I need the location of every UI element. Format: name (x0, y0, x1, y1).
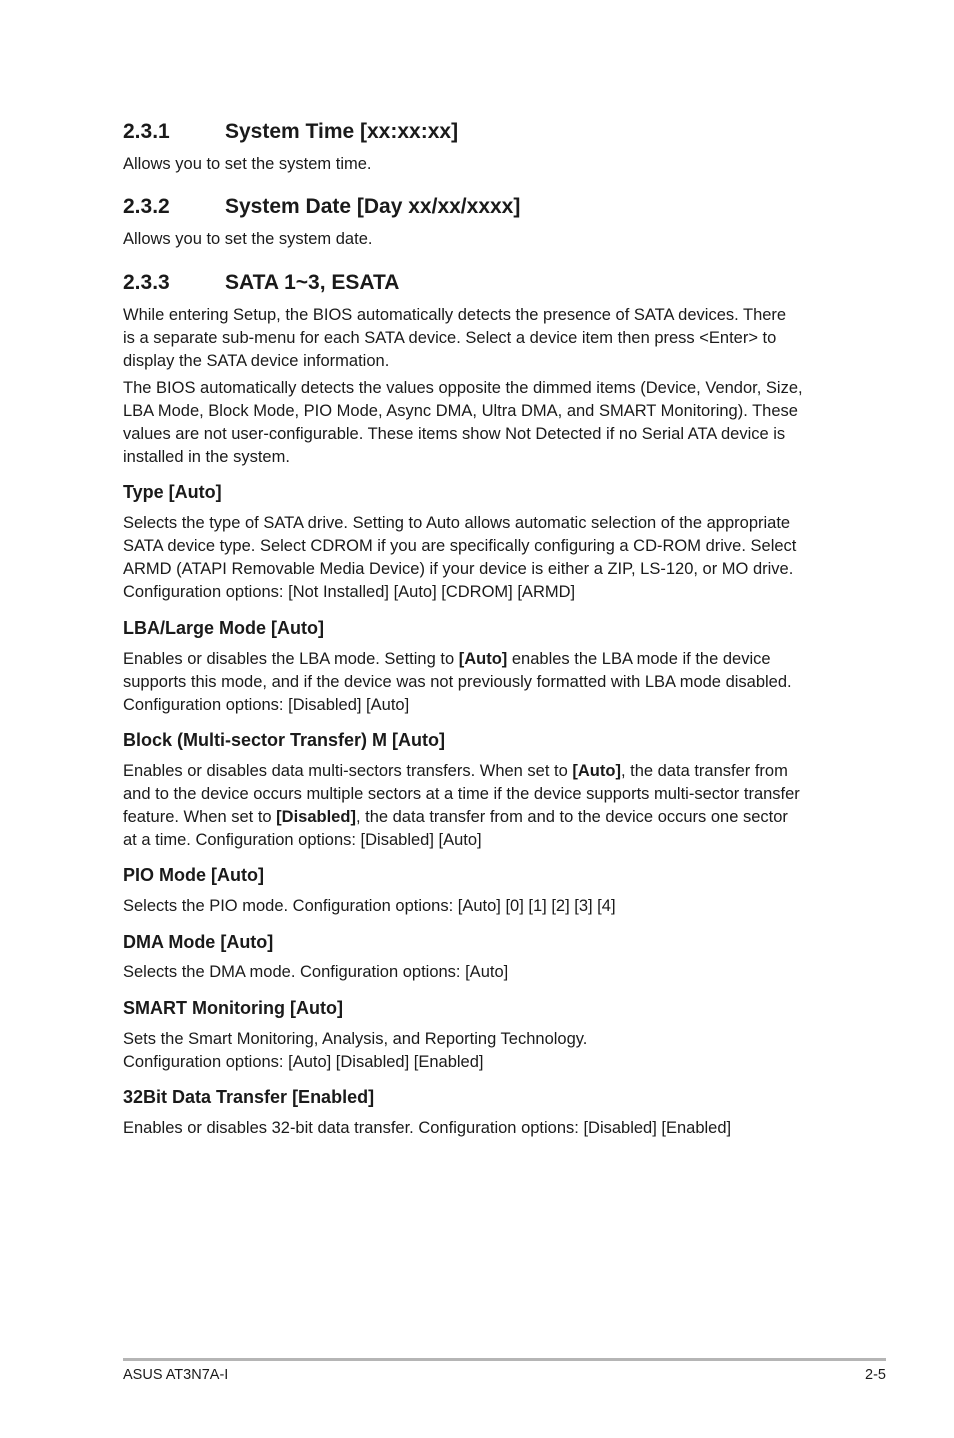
text-line (123, 648, 843, 671)
section-heading-sata (123, 271, 399, 295)
section-title: System Time [xx:xx:xx] (225, 120, 459, 143)
item-heading-pio-mode: PIO Mode [Auto] (123, 865, 264, 885)
text-line: SATA device type. Select CDROM if you are specifically configuring a CD-ROM drive. Select (123, 537, 797, 555)
footer-product-name: ASUS AT3N7A-I (123, 1367, 229, 1383)
text-line: Selects the DMA mode. Configuration options: [Auto] (123, 963, 509, 981)
item-heading-smart-monitoring: SMART Monitoring [Auto] (123, 998, 343, 1018)
text-line: Selects the PIO mode. Configuration options: [Auto] [0] [1] [2] [3] [4] (123, 897, 616, 915)
text-line: is a separate sub-menu for each SATA device. Select a device item then press <Enter> to (123, 329, 777, 347)
bold-option: [Disabled] (276, 808, 356, 826)
section-number: 2.3.2 (123, 195, 170, 218)
section-number: 2.3.1 (123, 120, 170, 143)
text-line: Sets the Smart Monitoring, Analysis, and Reporting Technology. (123, 1030, 588, 1048)
text-line: The BIOS automatically detects the values opposite the dimmed items (Device, Vendor, Size, (123, 379, 803, 397)
footer-page-number: 2-5 (865, 1367, 886, 1383)
text-line: Configuration options: [Not Installed] [Auto] [CDROM] [ARMD] (123, 583, 576, 601)
item-heading-dma-mode: DMA Mode [Auto] (123, 932, 274, 952)
text-run: , the data transfer from (620, 762, 788, 780)
text-line: Enables or disables 32-bit data transfer. Configuration options: [Disabled] [Enabled] (123, 1119, 732, 1137)
sata-intro-paragraph-1 (123, 304, 843, 373)
text-line: Selects the type of SATA drive. Setting to Auto allows automatic selection of the appropriate (123, 514, 791, 532)
section-title: SATA 1~3, ESATA (225, 271, 400, 294)
item-description-dma-mode (123, 961, 843, 984)
sata-intro-paragraph-2 (123, 377, 843, 469)
section-heading-system-time (123, 120, 458, 144)
item-description-32bit-data-transfer (123, 1117, 843, 1140)
section-title: System Date [Day xx/xx/xxxx] (225, 195, 521, 218)
text-line: Configuration options: [Auto] [Disabled] [Enabled] (123, 1053, 484, 1071)
text-line: display the SATA device information. (123, 352, 390, 370)
text-line: Configuration options: [Disabled] [Auto] (123, 696, 410, 714)
text-line (123, 806, 843, 829)
bold-option: [Auto] (572, 762, 621, 780)
item-description-lba-large-mode (123, 648, 843, 717)
text-line: ARMD (ATAPI Removable Media Device) if your device is either a ZIP, LS-120, or MO drive. (123, 560, 794, 578)
text-line: values are not user-configurable. These items show Not Detected if no Serial ATA device is (123, 425, 786, 443)
item-description-block-mode (123, 760, 843, 852)
footer-divider (123, 1358, 886, 1361)
text-run: , the data transfer from and to the device occurs one sector (355, 808, 788, 826)
text-line: and to the device occurs multiple sectors at a time if the device supports multi-sector transfer (123, 785, 800, 803)
text-line: installed in the system. (123, 448, 290, 466)
item-heading-32bit-data-transfer: 32Bit Data Transfer [Enabled] (123, 1087, 375, 1107)
section-number: 2.3.3 (123, 271, 170, 294)
section-description: Allows you to set the system time. (123, 155, 372, 173)
item-heading-lba-large-mode: LBA/Large Mode [Auto] (123, 618, 324, 638)
section-description: Allows you to set the system date. (123, 230, 373, 248)
text-run: Enables or disables the LBA mode. Setting to (123, 650, 459, 668)
item-description-pio-mode (123, 895, 843, 918)
text-line: at a time. Configuration options: [Disabled] [Auto] (123, 831, 482, 849)
item-description-type (123, 512, 843, 604)
text-line: LBA Mode, Block Mode, PIO Mode, Async DMA, Ultra DMA, and SMART Monitoring). These (123, 402, 798, 420)
section-heading-system-date (123, 195, 520, 219)
text-run: feature. When set to (123, 808, 277, 826)
bold-option: [Auto] (458, 650, 508, 668)
text-run: Enables or disables data multi-sectors transfers. When set to (123, 762, 573, 780)
item-heading-block-mode: Block (Multi-sector Transfer) M [Auto] (123, 730, 446, 750)
text-line: While entering Setup, the BIOS automatically detects the presence of SATA devices. There (123, 306, 787, 324)
item-description-smart-monitoring (123, 1028, 843, 1074)
text-line: supports this mode, and if the device was not previously formatted with LBA mode disabled. (123, 673, 792, 691)
text-run: enables the LBA mode if the device (507, 650, 771, 668)
item-heading-type: Type [Auto] (123, 482, 222, 502)
text-line (123, 760, 843, 783)
